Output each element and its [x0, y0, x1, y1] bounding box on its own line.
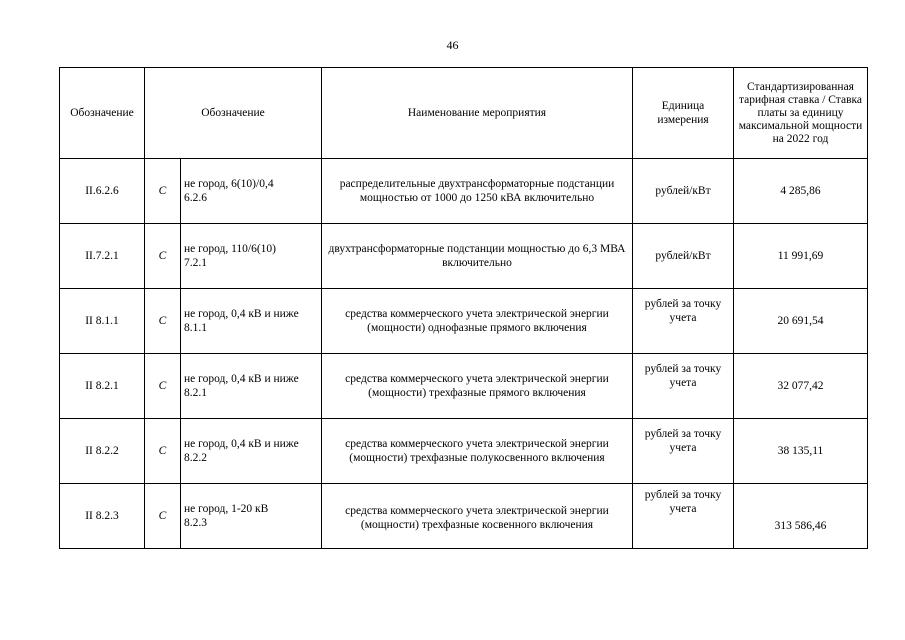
row-unit: рублей за точку учета — [633, 289, 734, 354]
row-event-name: двухтрансформаторные подстанции мощностью до 6,3 МВА включительно — [322, 224, 633, 289]
header-row — [60, 68, 868, 159]
row-description — [181, 484, 322, 549]
row-description — [181, 224, 322, 289]
row-event-name: распределительные двухтрансформаторные подстанции мощностью от 1000 до 1250 кВА включительно — [322, 159, 633, 224]
row-description-line: не город, 1-20 кВ — [184, 503, 269, 515]
row-value: 38 135,11 — [734, 419, 868, 484]
header-unit: Единица измерения — [633, 68, 734, 159]
row-code: II.7.2.1 — [60, 224, 145, 289]
row-description-code: 7.2.1 — [184, 257, 207, 269]
header-rate: Стандартизированная тарифная ставка / Ставка платы за единицу максимальной мощности на 2022 год — [734, 68, 868, 159]
header-designation: Обозначение — [60, 68, 145, 159]
row-unit: рублей за точку учета — [633, 354, 734, 419]
row-description-code: 8.2.3 — [184, 517, 207, 529]
row-description-code: 6.2.6 — [184, 192, 207, 204]
row-letter: C — [145, 354, 181, 419]
row-letter: C — [145, 419, 181, 484]
row-description — [181, 419, 322, 484]
row-letter: C — [145, 484, 181, 549]
row-description-line: не город, 0,4 кВ и ниже — [184, 308, 299, 320]
table-row — [60, 419, 868, 484]
row-description-line: не город, 110/6(10) — [184, 243, 277, 255]
row-description-line: не город, 0,4 кВ и ниже — [184, 373, 299, 385]
row-code: II 8.2.1 — [60, 354, 145, 419]
row-event-name: средства коммерческого учета электрической энергии (мощности) трехфазные полукосвенного включения — [322, 419, 633, 484]
table-row — [60, 159, 868, 224]
row-value: 20 691,54 — [734, 289, 868, 354]
row-description-code: 8.2.1 — [184, 387, 207, 399]
row-unit: рублей/кВт — [633, 159, 734, 224]
row-description — [181, 354, 322, 419]
row-description-line: не город, 0,4 кВ и ниже — [184, 438, 299, 450]
row-event-name: средства коммерческого учета электрической энергии (мощности) трехфазные косвенного включения — [322, 484, 633, 549]
row-code: II 8.1.1 — [60, 289, 145, 354]
row-unit: рублей за точку учета — [633, 484, 734, 549]
row-description — [181, 159, 322, 224]
tariff-table — [59, 67, 868, 549]
header-designation-2: Обозначение — [145, 68, 322, 159]
row-value: 11 991,69 — [734, 224, 868, 289]
row-value: 313 586,46 — [734, 484, 868, 549]
row-value: 4 285,86 — [734, 159, 868, 224]
row-description — [181, 289, 322, 354]
row-code: II 8.2.2 — [60, 419, 145, 484]
row-unit: рублей/кВт — [633, 224, 734, 289]
row-description-code: 8.1.1 — [184, 322, 207, 334]
row-event-name: средства коммерческого учета электрической энергии (мощности) трехфазные прямого включения — [322, 354, 633, 419]
table-row — [60, 354, 868, 419]
table-row — [60, 289, 868, 354]
row-letter: C — [145, 224, 181, 289]
row-code: II.6.2.6 — [60, 159, 145, 224]
row-value: 32 077,42 — [734, 354, 868, 419]
header-event-name: Наименование мероприятия — [322, 68, 633, 159]
row-letter: C — [145, 289, 181, 354]
row-unit: рублей за точку учета — [633, 419, 734, 484]
table-row — [60, 484, 868, 549]
row-letter: C — [145, 159, 181, 224]
row-description-line: не город, 6(10)/0,4 — [184, 178, 274, 190]
row-code: II 8.2.3 — [60, 484, 145, 549]
row-description-code: 8.2.2 — [184, 452, 207, 464]
row-event-name: средства коммерческого учета электрической энергии (мощности) однофазные прямого включения — [322, 289, 633, 354]
page-number: 46 — [446, 38, 459, 52]
table-row — [60, 224, 868, 289]
